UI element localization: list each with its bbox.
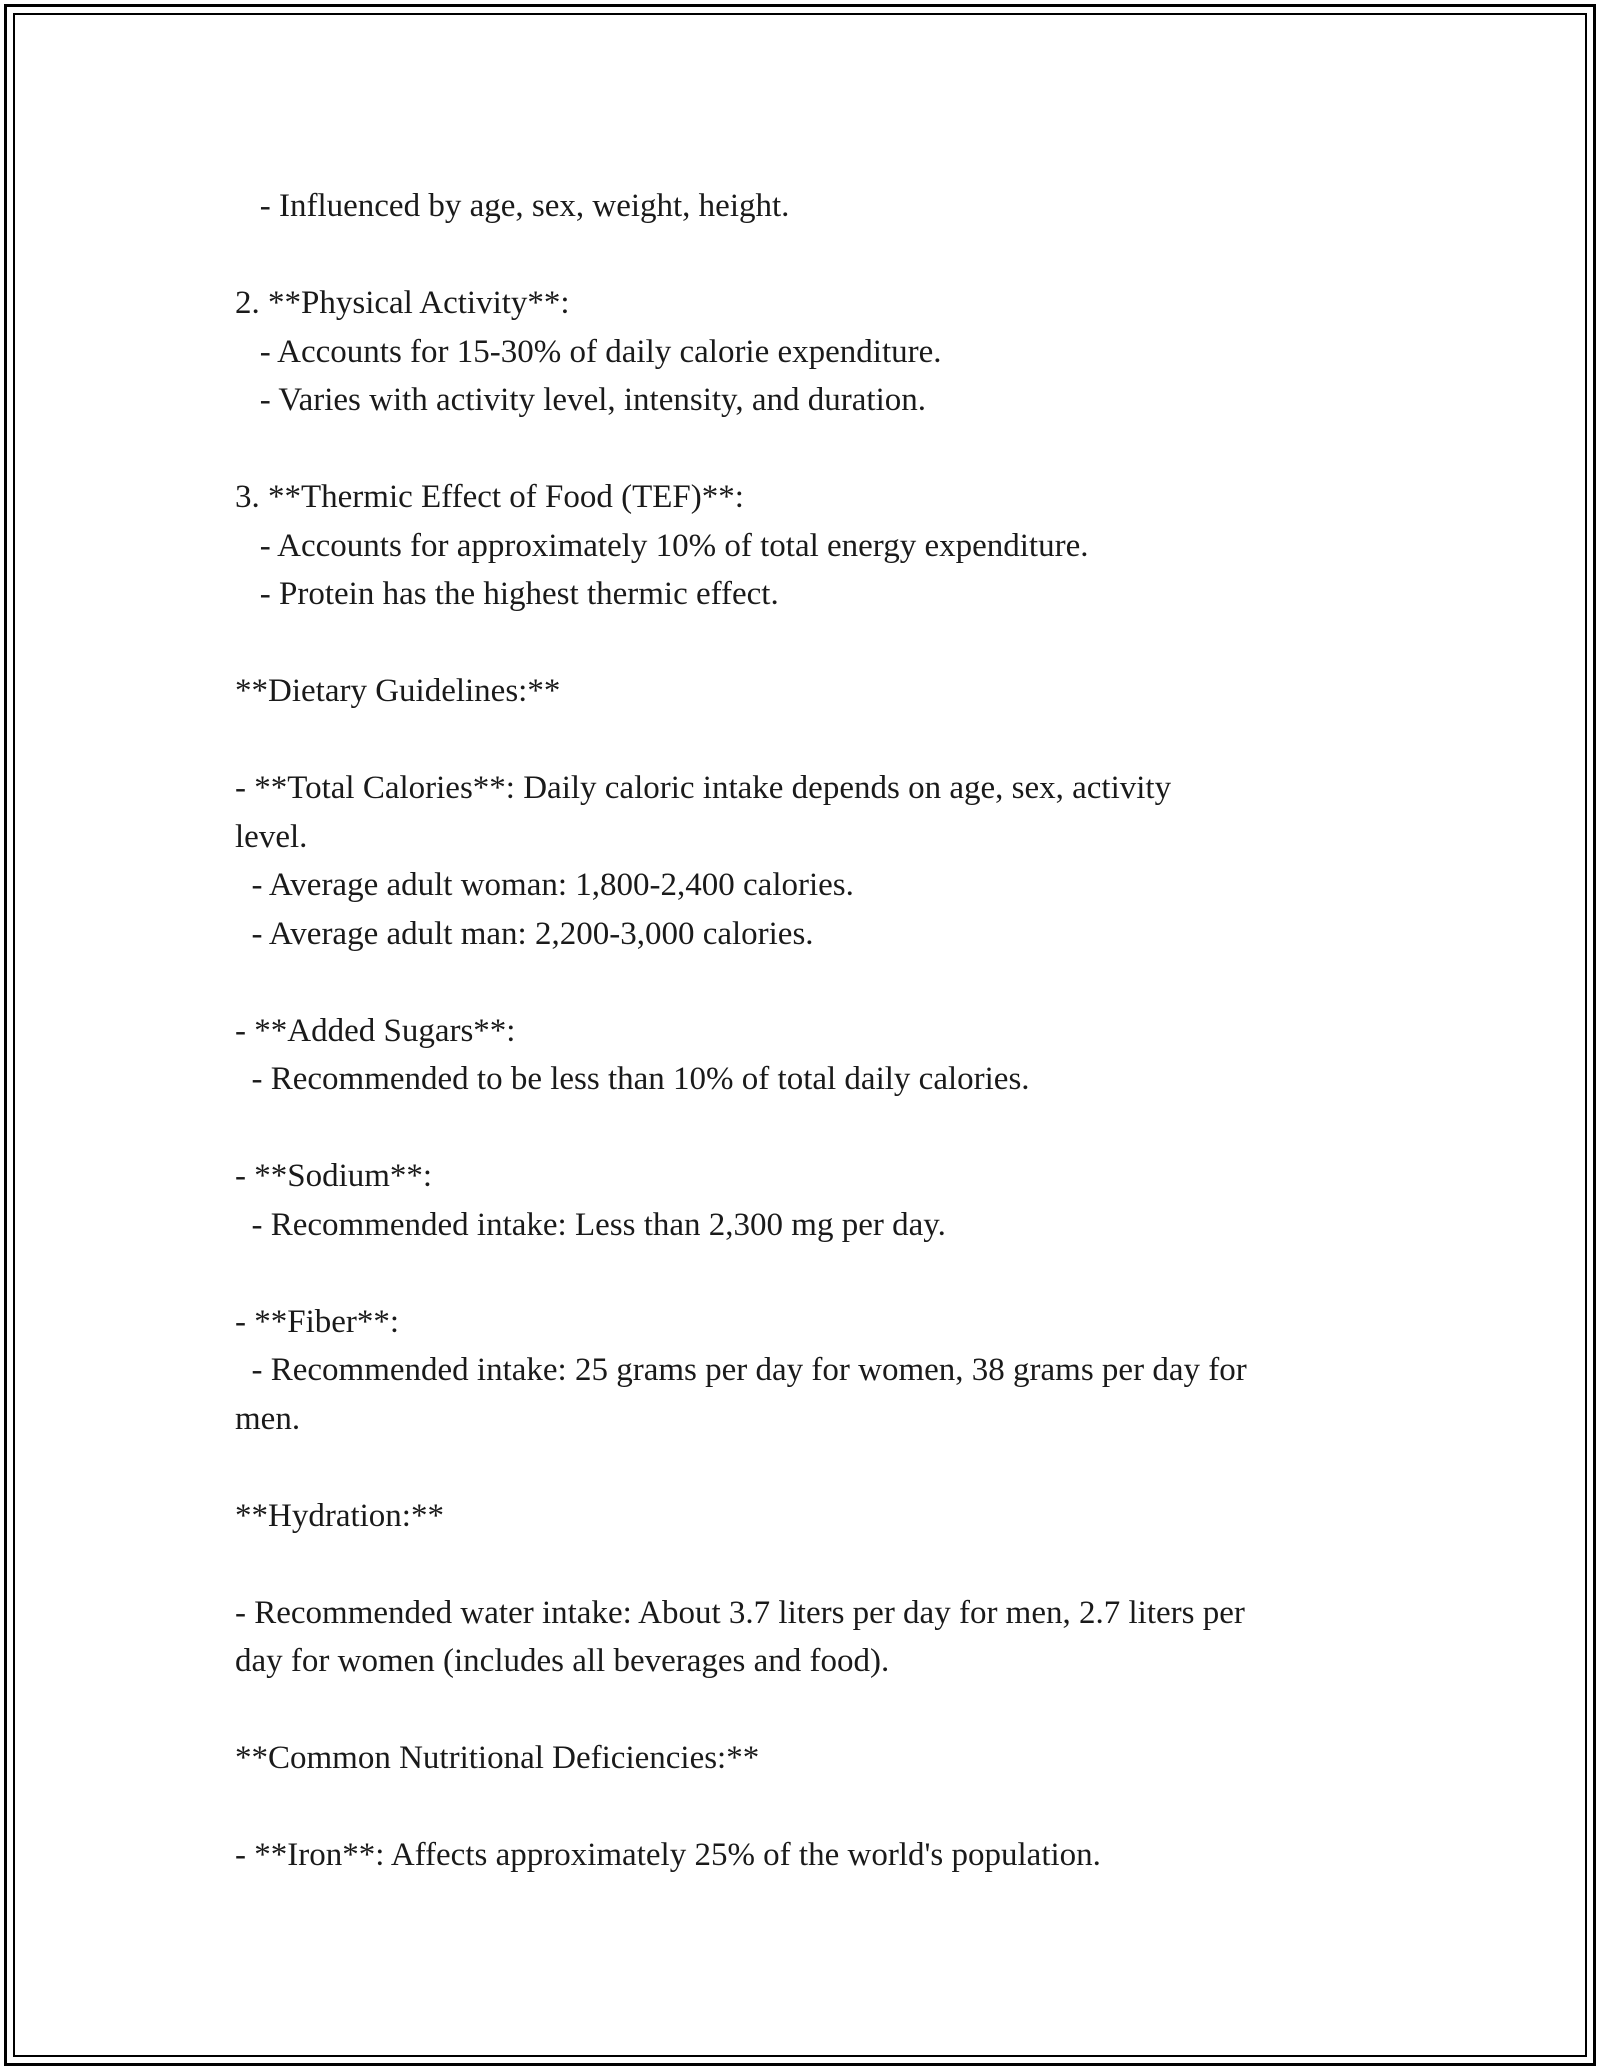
- text-line: - Recommended to be less than 10% of total daily calories.: [235, 1061, 1030, 1097]
- text-line: - Protein has the highest thermic effect.: [235, 576, 779, 612]
- text-line: - Accounts for approximately 10% of total energy expenditure.: [235, 527, 1089, 564]
- text-line: - Accounts for 15-30% of daily calorie expenditure.: [235, 333, 942, 370]
- text-line: - Influenced by age, sex, weight, height.: [235, 188, 790, 224]
- text-line: - Varies with activity level, intensity, and duration.: [235, 382, 927, 418]
- blank-line: [235, 1686, 1385, 1735]
- blank-line: [235, 1249, 1385, 1298]
- blank-line: [235, 716, 1385, 765]
- blank-line: [235, 425, 1385, 474]
- section-heading: 3. **Thermic Effect of Food (TEF)**:: [235, 479, 744, 515]
- text-line: - **Total Calories**: Daily caloric intake depends on age, sex, activity: [235, 770, 1172, 806]
- blank-line: [235, 1104, 1385, 1153]
- section-heading: - **Fiber**:: [235, 1303, 400, 1340]
- section-heading: 2. **Physical Activity**:: [235, 285, 570, 321]
- section-heading: **Dietary Guidelines:**: [235, 673, 561, 709]
- text-line: - Recommended water intake: About 3.7 liters per day for men, 2.7 liters per: [235, 1594, 1245, 1631]
- text-line: level.: [235, 818, 308, 855]
- blank-line: [235, 619, 1385, 668]
- text-line: - **Iron**: Affects approximately 25% of the world's population.: [235, 1837, 1101, 1873]
- document-body: [235, 182, 1385, 1880]
- text-line: day for women (includes all beverages and food).: [235, 1643, 890, 1679]
- section-heading: **Hydration:**: [235, 1497, 444, 1534]
- section-heading: - **Added Sugars**:: [235, 1012, 516, 1049]
- blank-line: [235, 958, 1385, 1007]
- blank-line: [235, 1540, 1385, 1589]
- text-line: - Recommended intake: 25 grams per day for women, 38 grams per day for: [235, 1352, 1247, 1388]
- text-line: men.: [235, 1400, 301, 1437]
- text-line: - Average adult woman: 1,800-2,400 calories.: [235, 867, 854, 903]
- section-heading: - **Sodium**:: [235, 1158, 433, 1194]
- blank-line: [235, 1783, 1385, 1832]
- section-heading: **Common Nutritional Deficiencies:**: [235, 1740, 760, 1776]
- blank-line: [235, 1443, 1385, 1492]
- blank-line: [235, 231, 1385, 280]
- text-line: - Recommended intake: Less than 2,300 mg per day.: [235, 1206, 946, 1243]
- text-line: - Average adult man: 2,200-3,000 calories.: [235, 915, 814, 952]
